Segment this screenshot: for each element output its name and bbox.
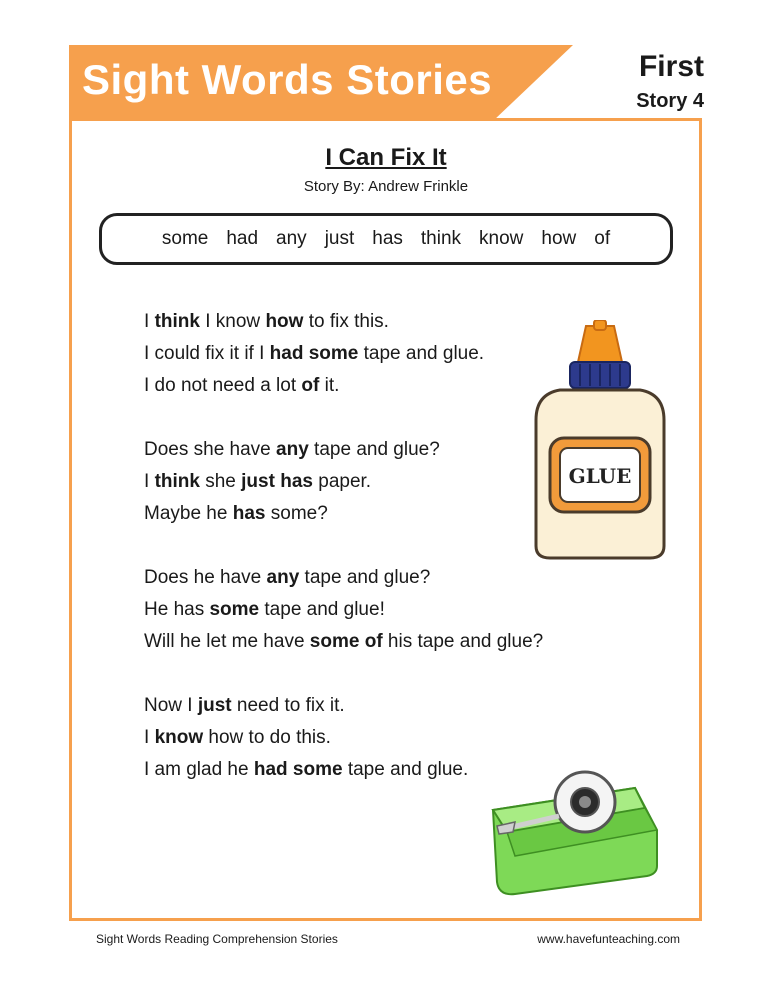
- sight-word: any: [276, 228, 307, 249]
- story-text-segment: I am glad he: [144, 759, 254, 780]
- story-text-segment: paper.: [312, 471, 372, 492]
- sight-word-highlight: of: [301, 375, 320, 396]
- sight-word-highlight: think: [154, 311, 200, 332]
- sight-word-highlight: just: [197, 695, 232, 716]
- story-text: [144, 306, 543, 818]
- sight-word-highlight: had some: [253, 759, 343, 780]
- sight-word: had: [226, 228, 259, 249]
- sight-word: some: [161, 228, 209, 249]
- story-title-text: I Can Fix It: [325, 144, 447, 171]
- glue-bottle-icon: [530, 320, 670, 565]
- story-text-segment: Does he have: [144, 567, 267, 588]
- sight-word: just: [324, 228, 355, 249]
- story-text-segment: some?: [265, 503, 328, 524]
- story-text-segment: tape and glue?: [308, 439, 440, 460]
- story-text-segment: tape and glue!: [259, 599, 385, 620]
- grade-level: First: [638, 50, 704, 83]
- story-text-segment: I: [144, 727, 155, 748]
- story-text-segment: she: [199, 471, 242, 492]
- story-text-segment: Does she have: [144, 439, 277, 460]
- sight-word-highlight: how: [265, 311, 304, 332]
- sight-word-highlight: just has: [241, 471, 313, 492]
- story-text-segment: I know: [199, 311, 266, 332]
- story-line: [144, 722, 543, 754]
- sight-word-highlight: think: [154, 471, 200, 492]
- sight-word: has: [372, 228, 403, 249]
- story-text-segment: how to do this.: [203, 727, 331, 748]
- tape-dispenser-icon: [485, 770, 665, 900]
- story-line: [144, 690, 543, 722]
- story-text-segment: Now I: [144, 695, 198, 716]
- story-line: [144, 498, 543, 530]
- story-line: [144, 434, 543, 466]
- story-stanza: [144, 690, 543, 786]
- story-text-segment: tape and glue.: [358, 343, 485, 364]
- story-stanza: [144, 306, 543, 402]
- story-byline: Story By: Andrew Frinkle: [303, 178, 469, 195]
- story-text-segment: tape and glue.: [342, 759, 469, 780]
- story-text-segment: Will he let me have: [144, 631, 310, 652]
- sight-word: think: [420, 228, 462, 249]
- glue-label: GLUE: [568, 464, 632, 488]
- story-line: [144, 594, 543, 626]
- story-text-segment: I could fix it if I: [144, 343, 270, 364]
- header-banner-tail: [493, 45, 573, 121]
- story-line: [144, 754, 543, 786]
- story-text-segment: Maybe he: [144, 503, 233, 524]
- sight-word: know: [479, 228, 524, 249]
- sight-word-highlight: has: [232, 503, 266, 524]
- story-line: [144, 338, 543, 370]
- story-line: [144, 370, 543, 402]
- story-text-segment: I do not need a lot: [144, 375, 302, 396]
- story-text-segment: to fix this.: [303, 311, 389, 332]
- banner-title: Sight Words Stories: [82, 56, 493, 103]
- story-stanza: [144, 562, 543, 658]
- sight-word: how: [541, 228, 577, 249]
- story-stanza: [144, 434, 543, 530]
- story-title: [0, 144, 772, 172]
- sight-word-highlight: any: [276, 439, 309, 460]
- sight-word-highlight: any: [266, 567, 300, 588]
- story-line: [144, 466, 543, 498]
- story-text-segment: need to fix it.: [231, 695, 345, 716]
- frame-edge: [69, 45, 72, 125]
- story-line: [144, 626, 543, 658]
- story-line: [144, 306, 543, 338]
- story-number: Story 4: [636, 90, 704, 112]
- story-text-segment: his tape and glue?: [382, 631, 544, 652]
- story-line: [144, 562, 543, 594]
- footer-website-link[interactable]: www.havefunteaching.com: [537, 932, 680, 946]
- sight-word: of: [594, 228, 611, 249]
- sight-word-highlight: know: [154, 727, 204, 748]
- story-text-segment: He has: [144, 599, 210, 620]
- story-text-segment: I: [144, 471, 155, 492]
- sight-word-highlight: some: [209, 599, 260, 620]
- footer-series-label: Sight Words Reading Comprehension Stories: [96, 932, 338, 946]
- story-text-segment: I: [144, 311, 155, 332]
- sight-words-box: [99, 213, 673, 265]
- story-text-segment: it.: [319, 375, 340, 396]
- sight-word-highlight: had some: [269, 343, 359, 364]
- sight-word-highlight: some of: [309, 631, 383, 652]
- story-text-segment: tape and glue?: [299, 567, 431, 588]
